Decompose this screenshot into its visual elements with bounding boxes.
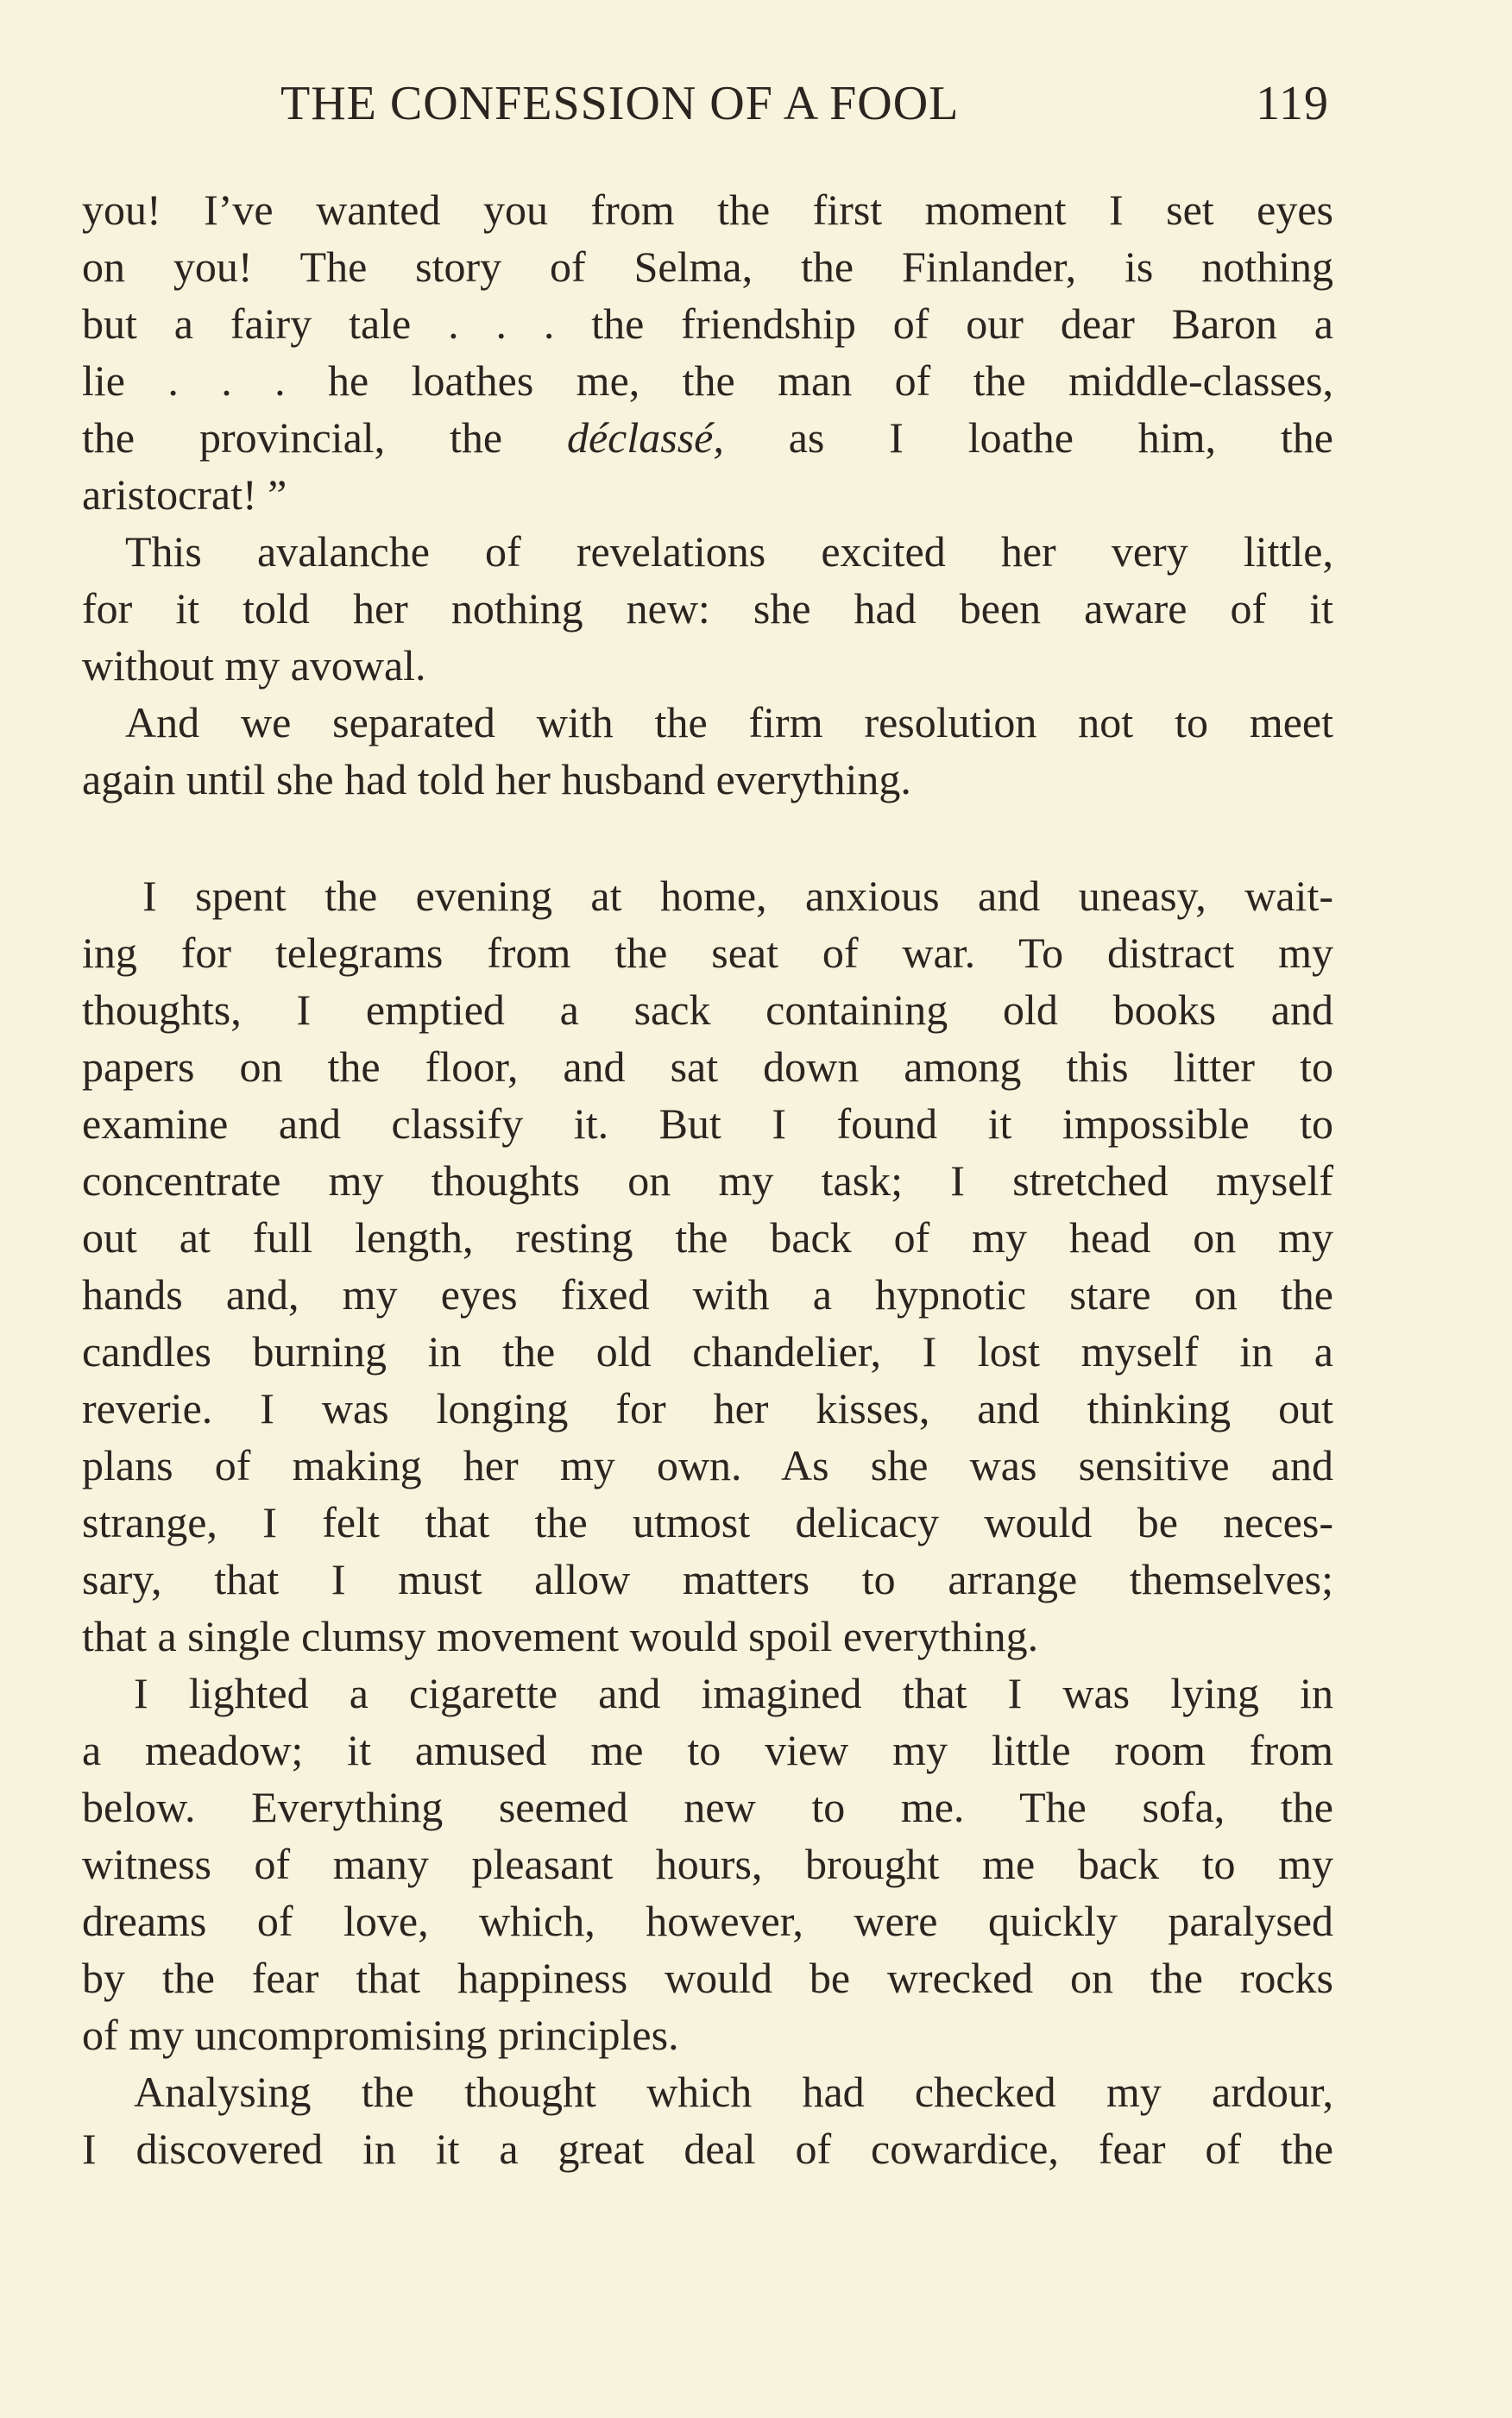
text-line: out at full length, resting the back of my head on my [82, 1213, 1333, 1262]
paragraph-1 [82, 181, 1333, 523]
text-line: papers on the floor, and sat down among this litter to [82, 1042, 1333, 1091]
text-line: again until she had told her husband everything. [82, 755, 911, 803]
text-line: lie . . . he loathes me, the man of the middle-classes, [82, 356, 1333, 405]
paragraph-4 [82, 867, 1333, 1665]
text-line: you! I’ve wanted you from the first moment I set eyes [82, 186, 1333, 234]
text-block-lower [82, 867, 1333, 2177]
running-title: THE CONFESSION OF A FOOL [280, 77, 960, 130]
paragraph-5 [82, 1665, 1333, 2063]
italic-word: déclassé, [566, 413, 724, 462]
text-line: I discovered in it a great deal of cowardice, fear of the [82, 2125, 1333, 2173]
text-block-upper [82, 181, 1333, 808]
text-line: without my avowal. [82, 641, 426, 690]
text-line: hands and, my eyes fixed with a hypnotic stare on the [82, 1270, 1333, 1319]
text-line [82, 409, 1333, 466]
paragraph-6 [82, 2063, 1333, 2177]
text-line: Analysing the thought which had checked my ardour, [134, 2068, 1333, 2116]
text-segment: the provincial, the [82, 413, 567, 462]
running-header [280, 76, 1329, 145]
text-line: I spent the evening at home, anxious and uneasy, wait- [142, 872, 1333, 920]
paragraph-2 [82, 523, 1333, 694]
text-line: candles burning in the old chandelier, I lost myself in a [82, 1327, 1333, 1376]
page-number: 119 [1256, 77, 1329, 130]
text-line: a meadow; it amused me to view my little room from [82, 1726, 1333, 1774]
text-line: sary, that I must allow matters to arrange themselves; [82, 1555, 1333, 1603]
text-line: And we separated with the firm resolution not to meet [125, 698, 1333, 746]
text-line: dreams of love, which, however, were quickly paralysed [82, 1897, 1333, 1945]
text-line: for it told her nothing new: she had been aware of it [82, 584, 1333, 633]
text-line: reverie. I was longing for her kisses, and thinking out [82, 1384, 1333, 1433]
text-line: by the fear that happiness would be wrecked on the rocks [82, 1954, 1333, 2002]
text-line: on you! The story of Selma, the Finlander, is nothing [82, 242, 1333, 291]
text-line: examine and classify it. But I found it impossible to [82, 1099, 1333, 1148]
text-line: I lighted a cigarette and imagined that I was lying in [134, 1669, 1333, 1717]
text-line: thoughts, I emptied a sack containing old books and [82, 985, 1333, 1034]
text-line: that a single clumsy movement would spoil everything. [82, 1612, 1039, 1660]
text-line: witness of many pleasant hours, brought me back to my [82, 1840, 1333, 1888]
text-line: of my uncompromising principles. [82, 2011, 679, 2059]
text-line: ing for telegrams from the seat of war. To distract my [82, 929, 1333, 977]
text-line: concentrate my thoughts on my task; I stretched myself [82, 1156, 1333, 1205]
text-line: but a fairy tale . . . the friendship of our dear Baron a [82, 299, 1333, 348]
text-line: strange, I felt that the utmost delicacy would be neces- [82, 1498, 1333, 1546]
text-line: below. Everything seemed new to me. The sofa, the [82, 1783, 1333, 1831]
text-line: plans of making her my own. As she was sensitive and [82, 1441, 1333, 1489]
text-segment: as I loathe him, the [723, 413, 1333, 462]
text-line: aristocrat! ” [82, 470, 287, 519]
paragraph-3 [82, 694, 1333, 808]
text-line: This avalanche of revelations excited her very little, [125, 527, 1333, 576]
